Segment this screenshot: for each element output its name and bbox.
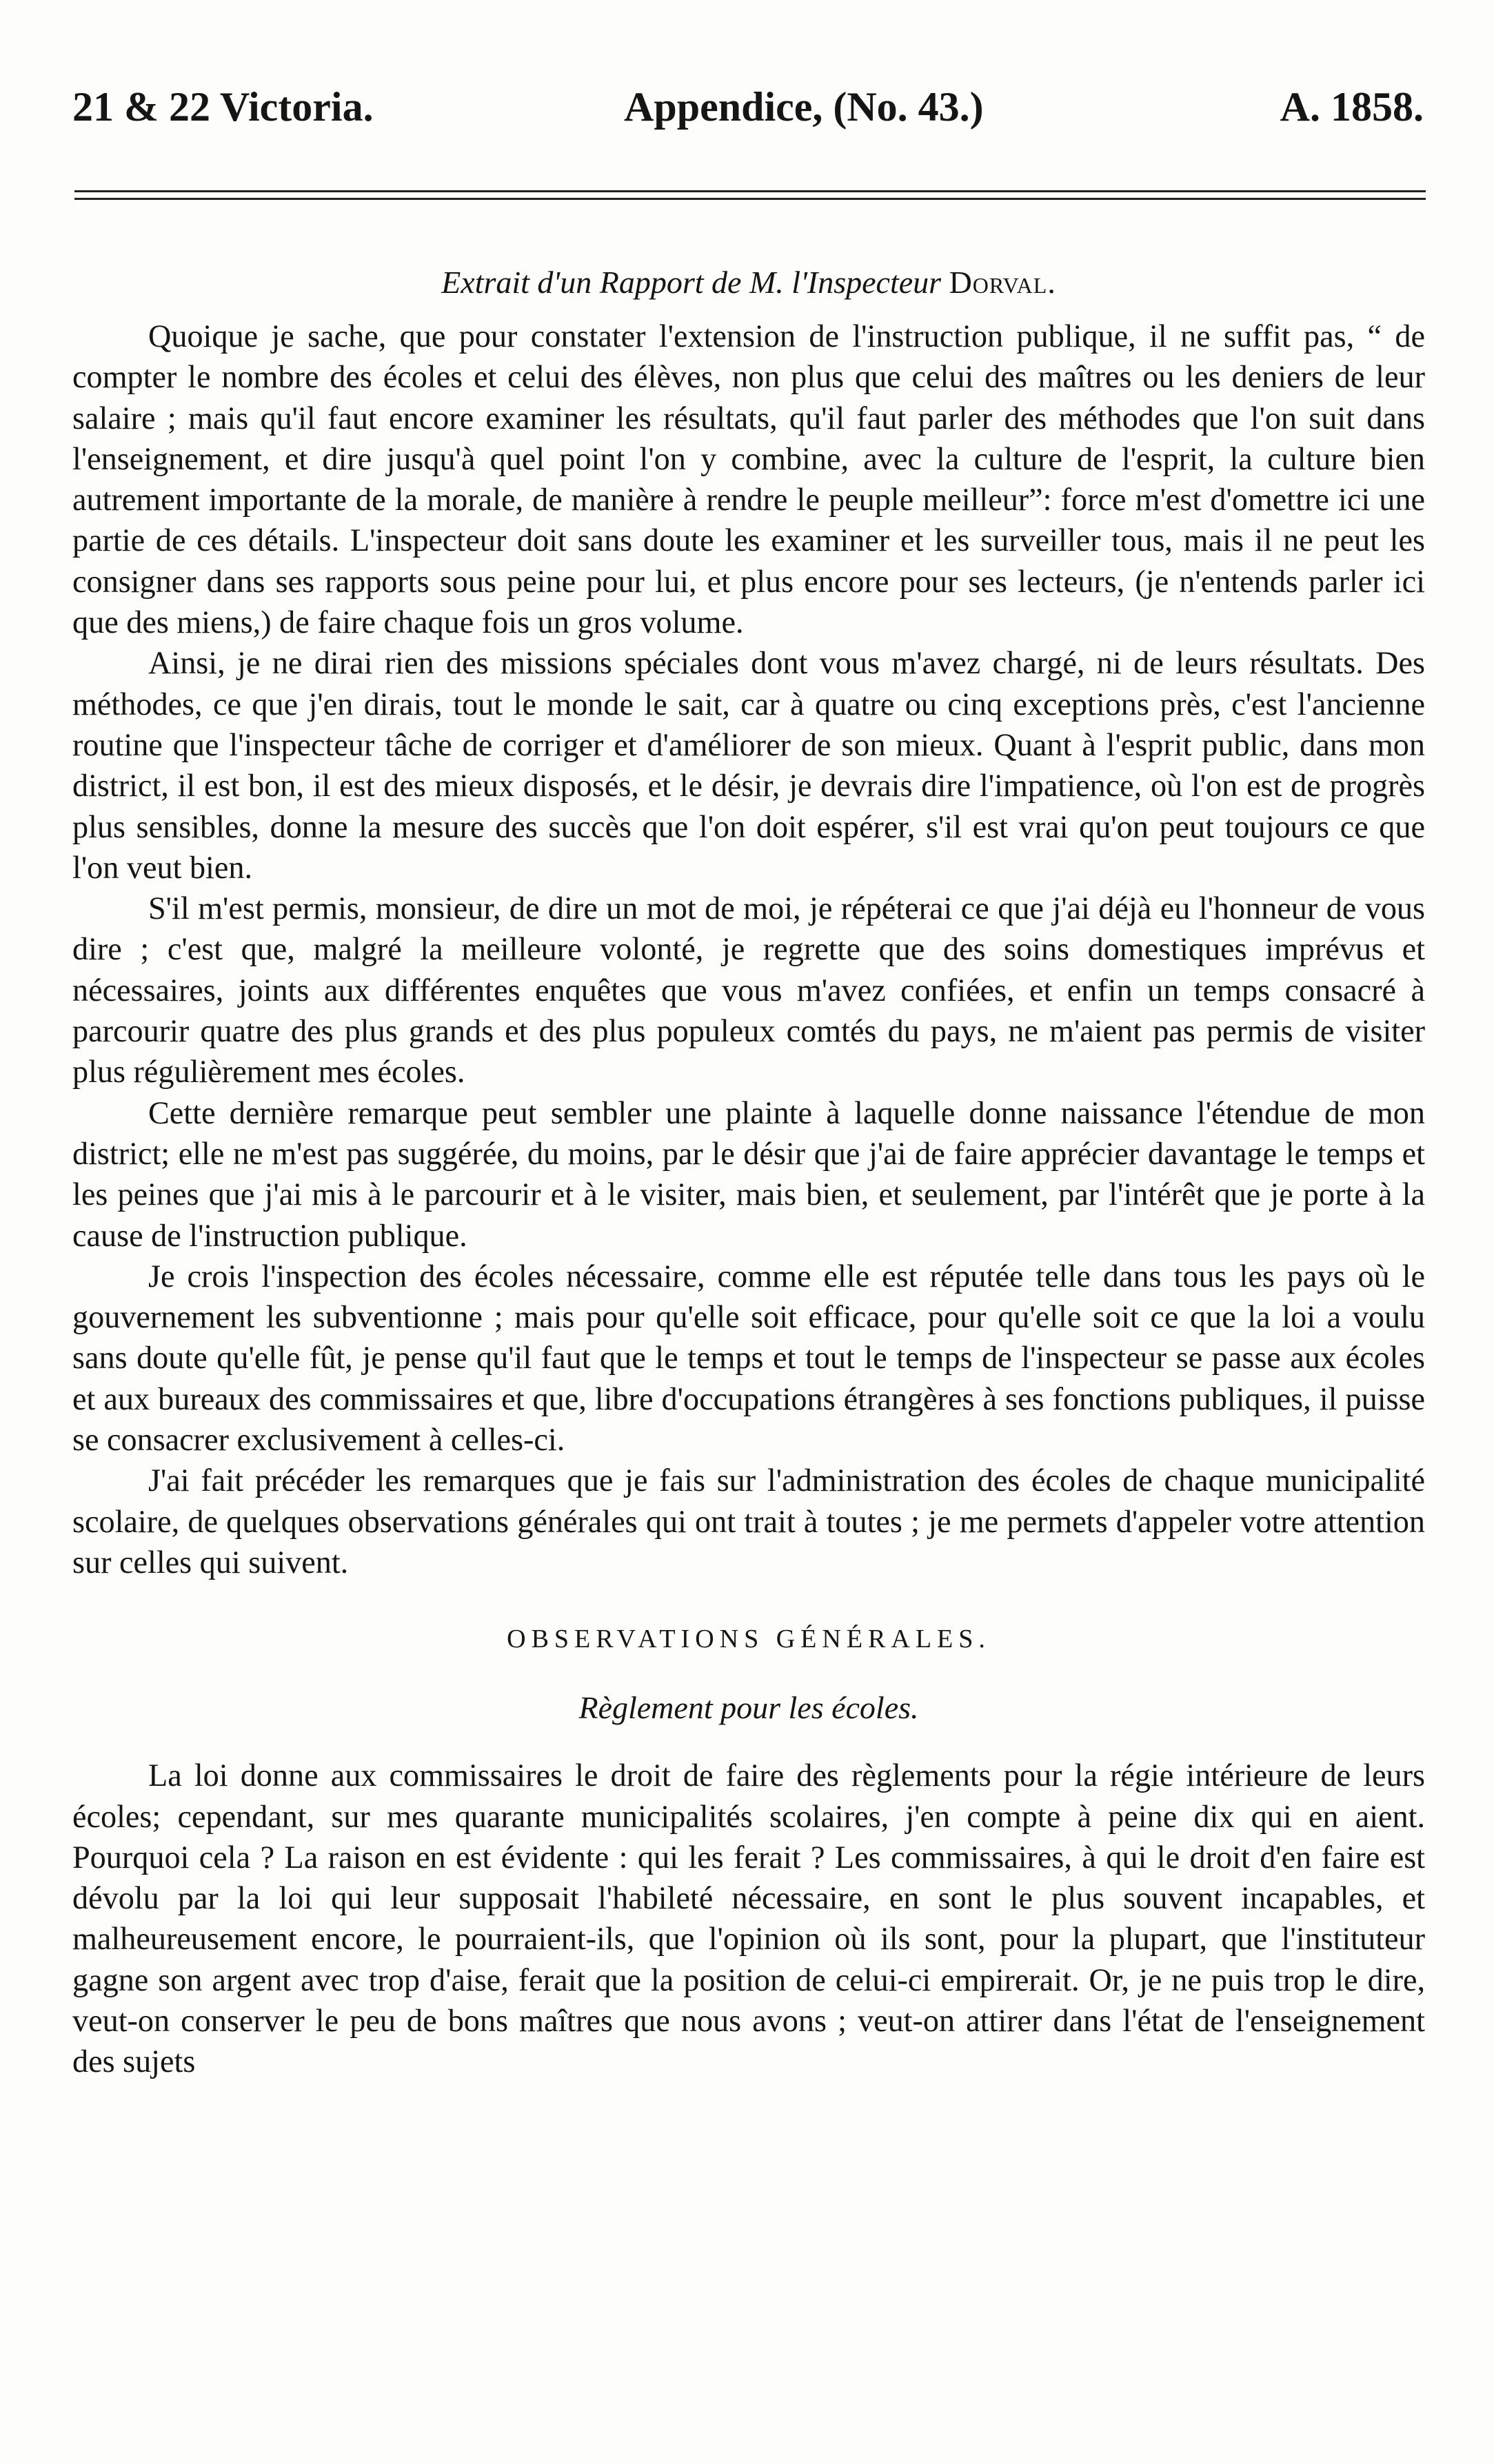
paragraph: Cette dernière remarque peut sembler une plainte à laquelle donne naissance l'étendue de mon district; elle ne m'est pas suggérée, du moins, par le désir que j'ai de faire apprécier davantage le temps et les peines que j'ai mis à le parcourir et à le visiter, mais bien, et seulement, par l'intérêt que je porte à la cause de l'instruction publique. <box>72 1094 1425 1253</box>
page-body <box>72 262 1425 2082</box>
paragraph: Quoique je sache, que pour constater l'extension de l'instruction publique, il ne suffit pas, “ de compter le nombre des écoles et celui des élèves, non plus que celui des maîtres ou les deniers de leur salaire ; mais qu'il faut encore examiner les résultats, qu'il faut parler des méthodes que l'on suit dans l'enseignement, et dire jusqu'à quel point l'on y combine, avec la culture de l'esprit, la culture bien autrement importante de la morale, de manière à rendre le peuple meilleur”: force m'est d'omettre ici une partie de ces détails. L'inspecteur doit sans doute les examiner et les surveiller tous, mais il ne peut les consigner dans ses rapports sous peine pour lui, et plus encore pour ses lecteurs, (je n'entends parler ici que des miens,) de faire chaque fois un gros volume. <box>72 318 1425 640</box>
running-header <box>72 76 1424 138</box>
header-session: 21 & 22 Victoria. <box>72 84 374 130</box>
inspector-name: Dorval. <box>949 265 1056 300</box>
paragraph: J'ai fait précéder les remarques que je fais sur l'administration des écoles de chaque municipalité scolaire, de quelques observations générales qui ont trait à toutes ; je me permets d'appeler votre attention sur celles qui suivent. <box>72 1463 1425 1580</box>
paragraph: S'il m'est permis, monsieur, de dire un mot de moi, je répéterai ce que j'ai déjà eu l'honneur de vous dire ; c'est que, malgré la meilleure volonté, je regrette que des soins domestiques imprévus et nécessaires, joints aux différentes enquêtes que vous m'avez confiées, et enfin un temps consacré à parcourir quatre des plus grands et des plus populeux comtés du pays, ne m'aient pas permis de visiter plus régulièrement mes écoles. <box>72 890 1425 1090</box>
paragraph: Ainsi, je ne dirai rien des missions spéciales dont vous m'avez chargé, ni de leurs résultats. Des méthodes, ce que j'en dirais, tout le monde le sait, car à quatre ou cinq exceptions près, c'est l'ancienne routine que l'inspecteur tâche de corriger et d'améliorer de son mieux. Quant à l'esprit public, dans mon district, il est bon, il est des mieux disposés, et le désir, je devrais dire l'impatience, où l'on est de progrès plus sensibles, donne la mesure des succès que l'on doit espérer, s'il est vrai qu'on peut toujours ce que l'on veut bien. <box>72 645 1425 885</box>
header-year: A. 1858. <box>1280 84 1424 130</box>
sub-heading: Règlement pour les écoles. <box>578 1690 919 1726</box>
report-title-text: Extrait d'un Rapport de M. l'Inspecteur <box>441 265 942 300</box>
section-heading: OBSERVATIONS GÉNÉRALES. <box>507 1625 991 1654</box>
paragraph: La loi donne aux commissaires le droit de faire des règlements pour la régie intérieure de leurs écoles; cependant, sur mes quarante municipalités scolaires, j'en compte à peine dix qui en aient. Pourquoi cela ? La raison en est évidente : qui les ferait ? Les commissaires, à qui le droit d'en faire est dévolu par la loi qui leur supposait l'habileté nécessaire, en sont le plus souvent incapables, et malheureusement encore, le pourraient-ils, que l'opinion où ils sont, pour la plupart, que l'instituteur gagne son argent avec trop d'aise, ferait que la position de celui-ci empirerait. Or, je ne puis trop le dire, veut-on conserver le peu de bons maîtres que nous avons ; veut-on attirer dans l'état de l'enseignement des sujets <box>72 1758 1425 2079</box>
paragraph: Je crois l'inspection des écoles nécessaire, comme elle est réputée telle dans tous les pays où le gouvernement les subventionne ; mais pour qu'elle soit efficace, pour qu'elle soit ce que la loi a voulu sans doute qu'elle fût, je pense qu'il faut que le temps et tout le temps de l'inspecteur se passe aux écoles et aux bureaux des commissaires et que, libre d'occupations étrangères à ses fonctions publiques, il puisse se consacrer exclusivement à celles-ci. <box>72 1258 1425 1458</box>
header-appendix: Appendice, (No. 43.) <box>624 84 984 130</box>
report-title <box>72 262 1425 303</box>
header-rule <box>74 190 1426 200</box>
